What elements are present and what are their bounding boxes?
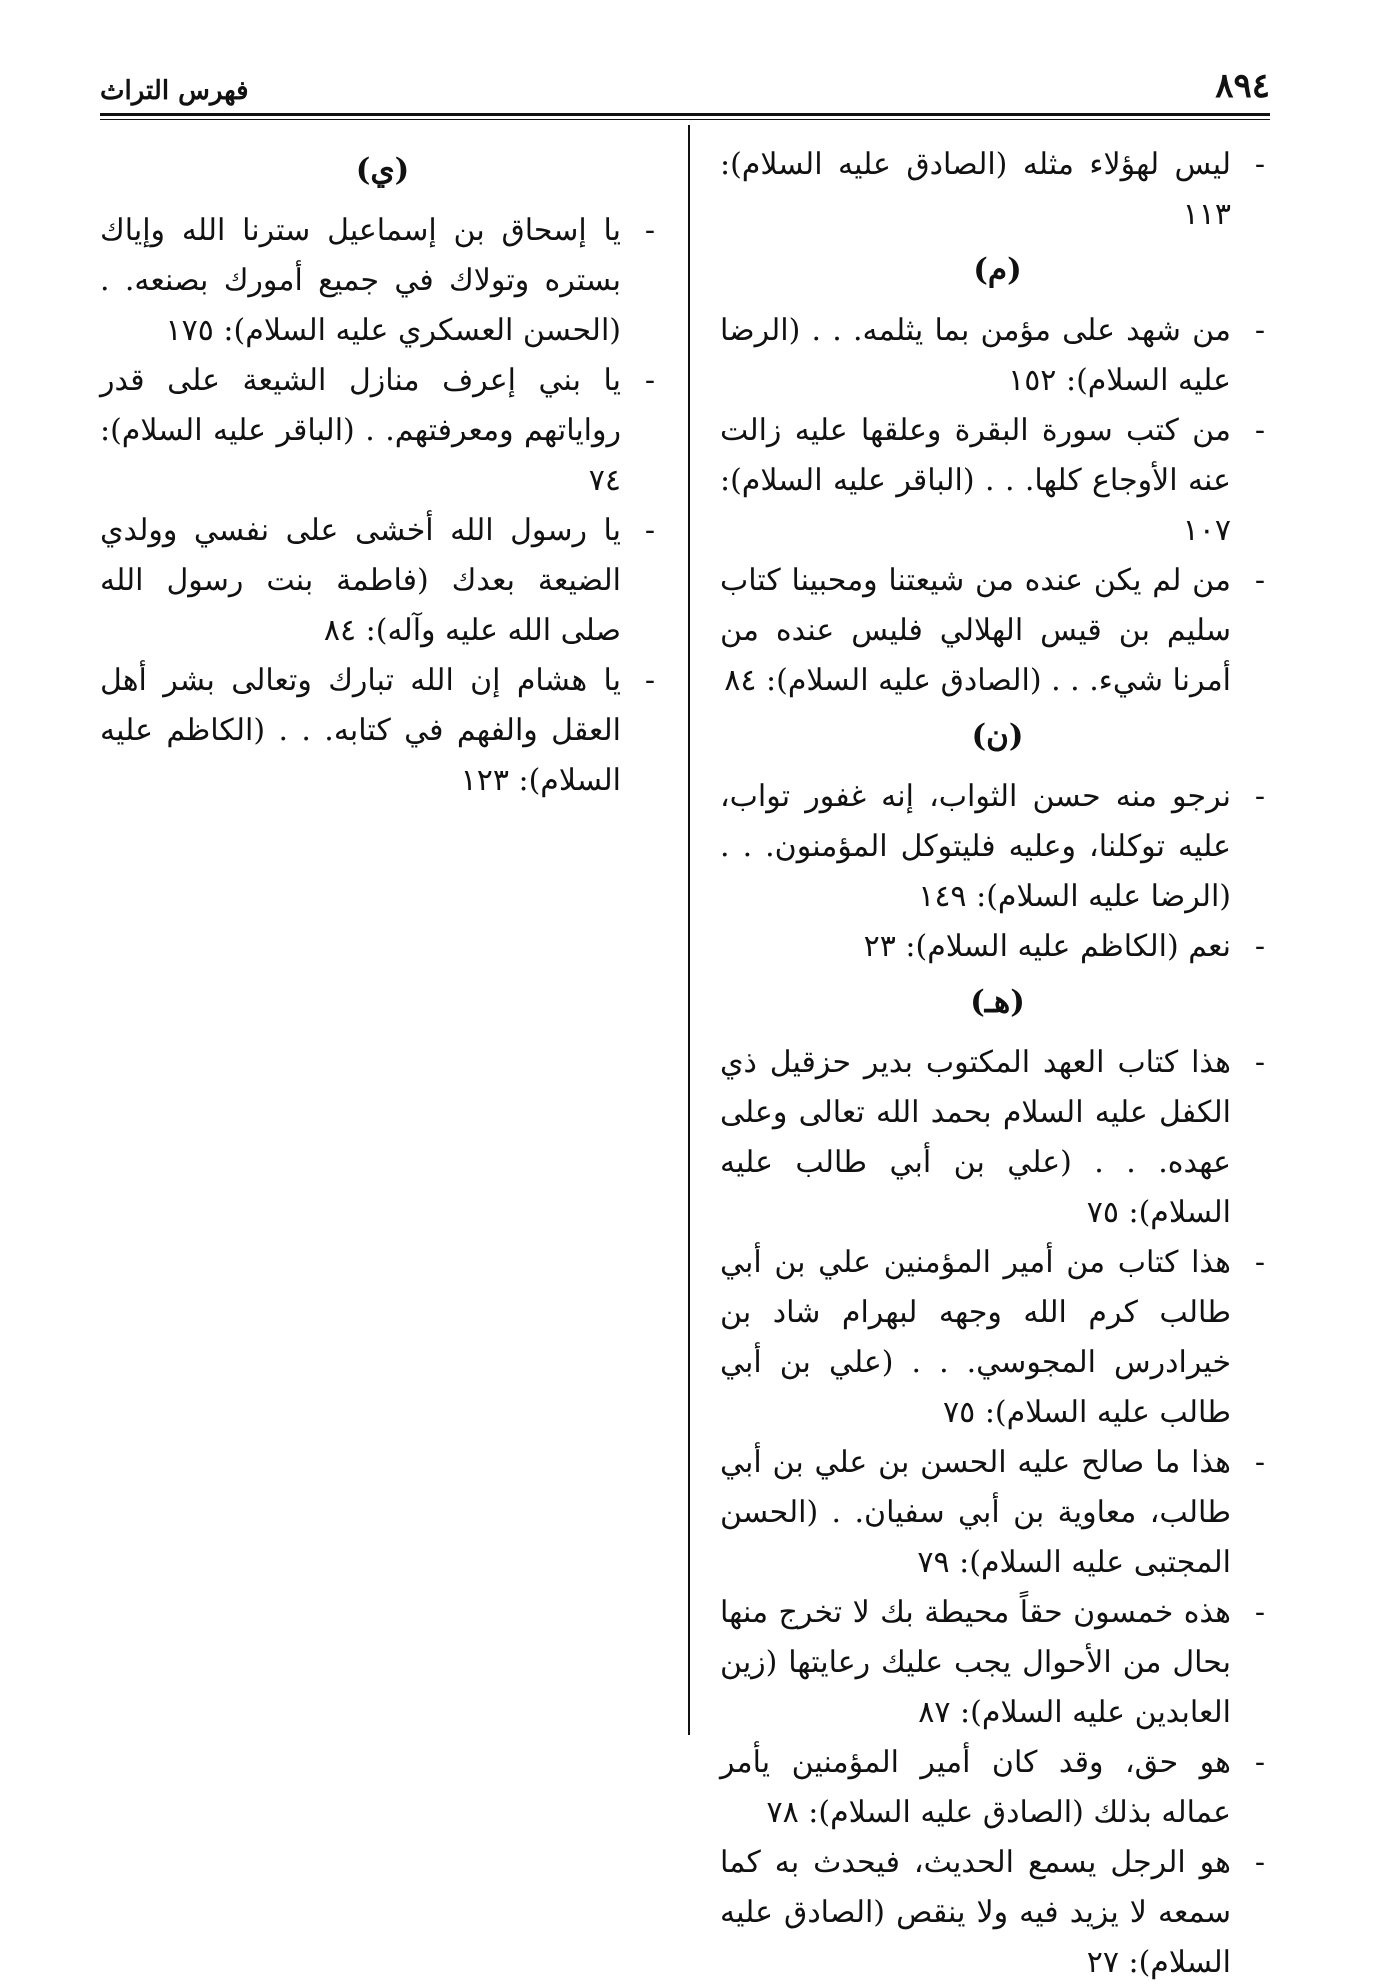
section-letter: (هـ)	[970, 984, 1025, 1020]
entry-text: هذا كتاب العهد المكتوب بدير حزقيل ذي الكفل عليه السلام بحمد الله تعالى وعلى عهده. . . (علي بن أبي طالب عليه السلام): ٧٥	[720, 1045, 1231, 1230]
index-entry	[720, 1738, 1275, 1838]
entry-dash: -	[644, 213, 656, 248]
left-column	[100, 140, 665, 806]
entry-text: يا إسحاق بن إسماعيل سترنا الله وإياك بستره وتولاك في جميع أمورك بصنعه. . (الحسن العسكري عليه السلام): ١٧٥	[100, 213, 621, 348]
entry-dash: -	[1254, 1845, 1266, 1880]
entry-dash: -	[1254, 1595, 1266, 1630]
entry-dash: -	[644, 663, 656, 698]
entry-text: نعم (الكاظم عليه السلام): ٢٣	[863, 929, 1231, 964]
entry-dash: -	[1254, 929, 1266, 964]
entry-dash: -	[1254, 147, 1266, 182]
entry-text: يا رسول الله أخشى على نفسي وولدي الضيعة بعدك (فاطمة بنت رسول الله صلى الله عليه وآله): ٨٤	[100, 513, 621, 648]
entry-text: هذا كتاب من أمير المؤمنين علي بن أبي طالب كرم الله وجهه لبهرام شاد بن خيرادرس المجوسي. . . (علي بن أبي طالب عليه السلام): ٧٥	[720, 1245, 1231, 1430]
entry-text: نرجو منه حسن الثواب، إنه غفور تواب، عليه توكلنا، وعليه فليتوكل المؤمنون. . . (الرضا عليه السلام): ١٤٩	[720, 779, 1231, 914]
section-letter: (ي)	[355, 152, 410, 188]
index-entry	[100, 206, 665, 356]
index-entry	[720, 140, 1275, 240]
index-entry	[720, 556, 1275, 706]
entry-dash: -	[1254, 413, 1266, 448]
header-rule-thin	[100, 119, 1270, 120]
index-entry	[720, 1438, 1275, 1588]
column-divider	[688, 125, 690, 1735]
index-entry	[720, 1038, 1275, 1238]
entry-text: ليس لهؤلاء مثله (الصادق عليه السلام): ١١٣	[720, 147, 1231, 232]
entry-dash: -	[644, 363, 656, 398]
entry-text: من شهد على مؤمن بما يثلمه. . . (الرضا عليه السلام): ١٥٢	[720, 313, 1231, 398]
entry-text: يا هشام إن الله تبارك وتعالى بشر أهل العقل والفهم في كتابه. . . (الكاظم عليه السلام): ١٢٣	[100, 663, 621, 798]
index-entry	[720, 406, 1275, 556]
index-entry	[720, 1238, 1275, 1438]
entry-dash: -	[1254, 313, 1266, 348]
page-number: ٨٩٤	[1215, 66, 1270, 106]
page-header	[100, 66, 1270, 116]
index-entry	[100, 656, 665, 806]
entry-text: هذا ما صالح عليه الحسن بن علي بن أبي طالب، معاوية بن أبي سفيان. . (الحسن المجتبى عليه السلام): ٧٩	[720, 1445, 1231, 1580]
index-entry	[720, 1838, 1275, 1988]
entry-dash: -	[1254, 779, 1266, 814]
right-column	[720, 140, 1275, 1988]
index-entry	[100, 356, 665, 506]
index-entry	[720, 306, 1275, 406]
entry-dash: -	[1254, 1745, 1266, 1780]
entry-dash: -	[1254, 1045, 1266, 1080]
index-entry	[100, 506, 665, 656]
index-entry	[720, 772, 1275, 922]
entry-text: هذه خمسون حقاً محيطة بك لا تخرج منها بحال من الأحوال يجب عليك رعايتها (زين العابدين عليه السلام): ٨٧	[720, 1595, 1231, 1730]
entry-dash: -	[644, 513, 656, 548]
entry-text: هو الرجل يسمع الحديث، فيحدث به كما سمعه لا يزيد فيه ولا ينقص (الصادق عليه السلام): ٢٧	[720, 1845, 1231, 1980]
entry-text: من كتب سورة البقرة وعلقها عليه زالت عنه الأوجاع كلها. . . (الباقر عليه السلام): ١٠٧	[720, 413, 1231, 548]
entry-text: هو حق، وقد كان أمير المؤمنين يأمر عماله بذلك (الصادق عليه السلام): ٧٨	[720, 1745, 1231, 1830]
section-letter: (م)	[973, 252, 1022, 288]
section-letter: (ن)	[971, 718, 1024, 754]
book-title: فهرس التراث	[100, 76, 249, 106]
entry-dash: -	[1254, 1245, 1266, 1280]
entry-dash: -	[1254, 1445, 1266, 1480]
entry-text: يا بني إعرف منازل الشيعة على قدر رواياتهم ومعرفتهم. . (الباقر عليه السلام): ٧٤	[100, 363, 621, 498]
index-entry	[720, 1588, 1275, 1738]
entry-dash: -	[1254, 563, 1266, 598]
index-entry	[720, 922, 1275, 972]
entry-text: من لم يكن عنده من شيعتنا ومحبينا كتاب سليم بن قيس الهلالي فليس عنده من أمرنا شيء. . . (الصادق عليه السلام): ٨٤	[720, 563, 1231, 698]
header-rule	[100, 113, 1270, 116]
